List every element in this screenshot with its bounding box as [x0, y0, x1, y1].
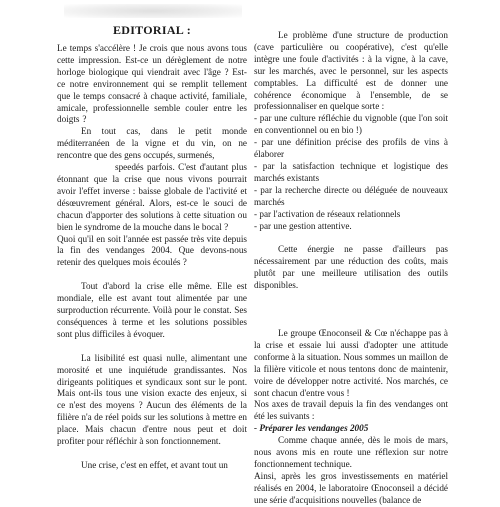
bullet-item: - par la satisfaction technique et logistique des marchés existants: [254, 160, 448, 183]
paragraph: Tout d'abord la crise elle même. Elle est mondiale, elle est avant tout alimentée par une surproduction récurrente. Voilà pour le constat. Ses conséquences à terme et les solutions possibles sont plus difficiles à évoquer.: [57, 281, 247, 339]
section-heading: - Préparer les vendanges 2005: [254, 423, 369, 434]
bullet-item: - par l'activation de réseaux relationnels: [254, 208, 401, 219]
paragraph: Nos axes de travail depuis la fin des vendanges ont été les suivants :: [254, 399, 448, 422]
bullet-item: - par la recherche directe ou déléguée de nouveaux marchés: [254, 184, 448, 207]
paragraph: En tout cas, dans le petit monde méditerranéen de la vigne et du vin, on ne rencontre que des gens occupés, surmenés,: [57, 126, 247, 161]
paragraph: Le groupe Œnoconseil & Cœ n'échappe pas à la crise et essaie lui aussi d'adopter une attitude conforme à la situation. Nous sommes un maillon de la filière viticole et nous tentons donc de maintenir, voire de développer notre activité. Nos marchés, ce sont chacun d'entre vous !: [254, 328, 448, 398]
editorial-title: EDITORIAL :: [112, 23, 192, 37]
right-column: [254, 3, 448, 507]
bullet-item: - par une culture réfléchie du vignoble (que l'on soit en conventionnel ou en bio !): [254, 113, 448, 136]
paragraph: Comme chaque année, dès le mois de mars, nous avons mis en route une réflexion sur notre fonctionnement technique.: [254, 435, 448, 469]
paragraph: Ainsi, après les gros investissements en matériel réalisés en 2004, le laboratoire Œnoconseil a décidé une série d'acquisitions nouvelles (balance de: [254, 470, 448, 505]
paragraph: Cette énergie ne passe d'ailleurs pas nécessairement par une réduction des coûts, mais plutôt par une meilleure utilisation des outils disponibles.: [254, 244, 448, 291]
left-column: [57, 3, 247, 472]
paragraph: Quoi qu'il en soit l'année est passée très vite depuis la fin des vendanges 2004. Que devons-nous retenir des quelques mois écoulés ?: [57, 233, 247, 268]
paragraph: La lisibilité est quasi nulle, alimentant une morosité et une inquiétude grandissantes. Nos dirigeants politiques et syndicaux sont sur le pont. Mais ont-ils tous une vision exacte des enjeux, si ce n'est des moyens ? Aucun des éléments de la filière n'a de réel poids sur les solutions à mettre en place. Mais chacun d'entre nous peut et doit profiter pour réfléchir à son fonctionnement.: [57, 352, 247, 447]
paragraph: Le problème d'une structure de production (cave particulière ou coopérative), c'est qu'elle intègre une foule d'activités : à la vigne, à la cave, sur les marchés, avec le personnel, sur les aspects comptables. La difficulté est de donner une cohérence économique à l'ensemble, de se professionnaliser en quelque sorte :: [254, 30, 448, 112]
bullet-item: - par une définition précise des profils de vins à élaborer: [254, 137, 448, 160]
paragraph: Une crise, c'est en effet, et avant tout un: [81, 460, 228, 470]
paragraph: Le temps s'accélère ! Je crois que nous avons tous cette impression. Est-ce un dérèglement de notre horloge biologique qui viendrait avec l'âge ? Est-ce notre environnement qui se remplit tellement que le temps consacré à chaque activité, familiale, amicale, professionnelle semble couler entre les doigts ?: [57, 43, 247, 125]
paragraph: speedés parfois. C'est d'autant plus étonnant que la crise que nous vivons pourrait avoir l'effet inverse : baisse globale de l'activité et désœuvrement général. Alors, est-ce le souci de chacun d'apporter des solutions à cette situation ou bien le syndrome de la mouche dans le bocal ?: [57, 162, 247, 232]
bullet-item: - par une gestion attentive.: [254, 220, 352, 231]
